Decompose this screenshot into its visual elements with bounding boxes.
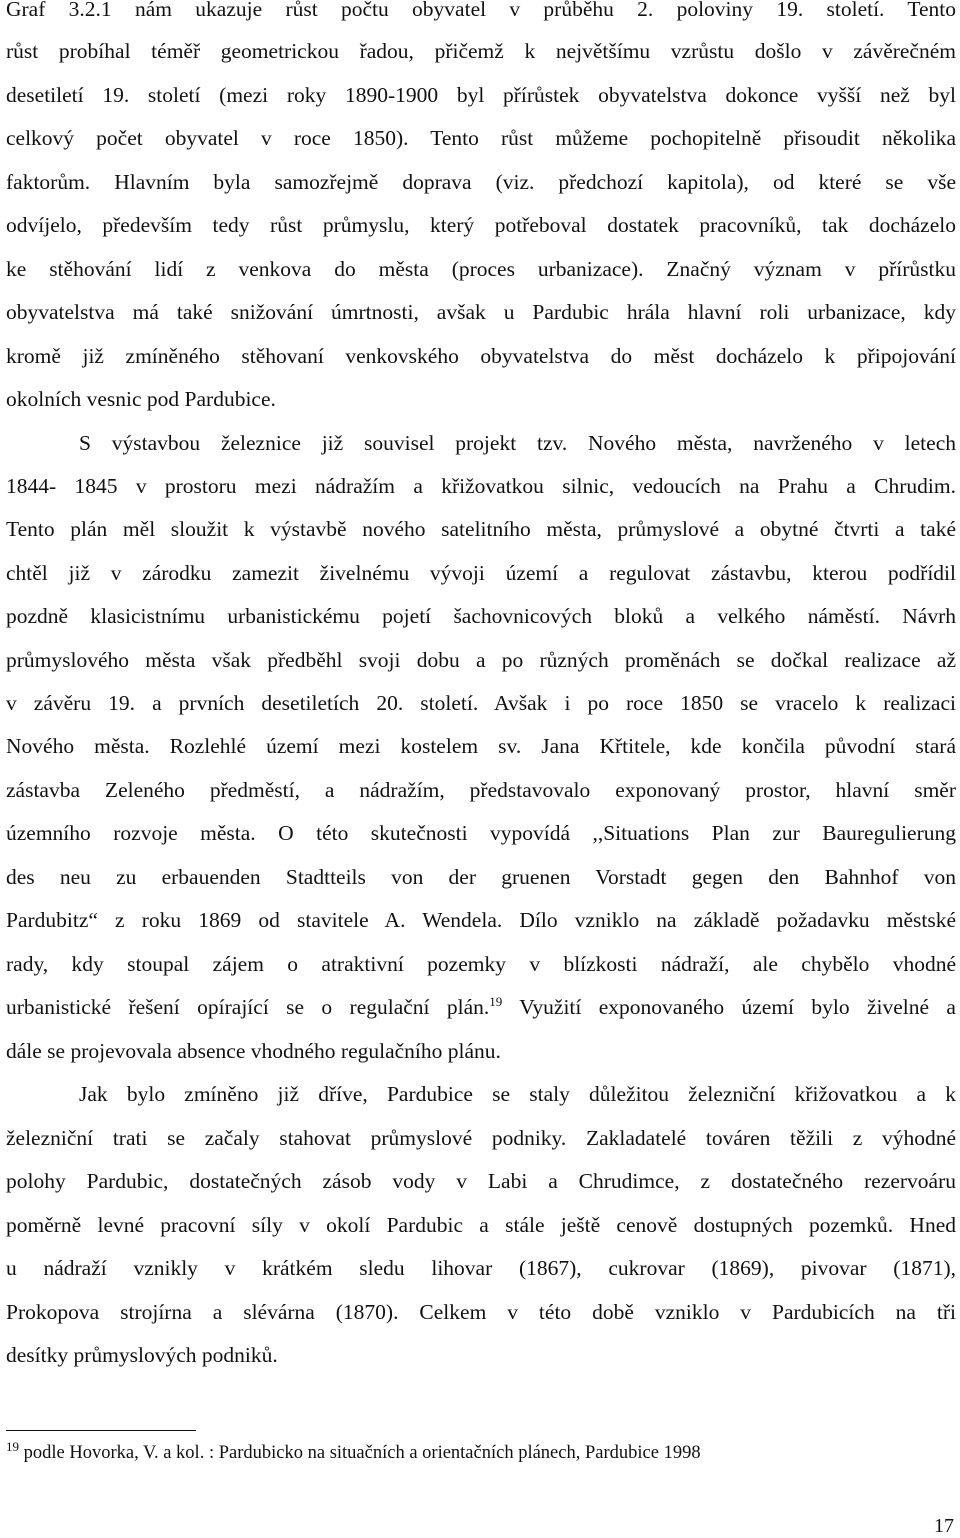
text-line: des neu zu erbauenden Stadtteils von der gruenen Vorstadt gegen den Bahnhof von (6, 865, 956, 889)
text-line: obyvatelstva má také snižování úmrtnosti, avšak u Pardubic hrála hlavní roli urbanizace, kdy (6, 300, 956, 324)
text-line: 1844- 1845 v prostoru mezi nádražím a křižovatkou silnic, vedoucích na Prahu a Chrudim. (6, 474, 956, 498)
text-line: kromě již zmíněného stěhovaní venkovského obyvatelstva do měst docházelo k připojování (6, 344, 956, 368)
text-line: ke stěhování lidí z venkova do města (proces urbanizace). Značný význam v přírůstku (6, 257, 956, 281)
text-line: desítky průmyslových podniků. (6, 1343, 278, 1367)
text-line: Pardubitz“ z roku 1869 od stavitele A. Wendela. Dílo vzniklo na základě požadavku městské (6, 908, 956, 932)
text-line: Nového města. Rozlehlé území mezi kostelem sv. Jana Křtitele, kde končila původní stará (6, 734, 956, 758)
text-line: u nádraží vznikly v krátkém sledu lihovar (1867), cukrovar (1869), pivovar (1871), (6, 1256, 956, 1280)
text-line: průmyslového města však předběhl svoji dobu a po různých proměnách se dočkal realizace až (6, 648, 956, 672)
text-line: desetiletí 19. století (mezi roky 1890-1900 byl přírůstek obyvatelstva dokonce vyšší než byl (6, 83, 956, 107)
text-line: zástavba Zeleného předměstí, a nádražím, představovalo exponovaný prostor, hlavní směr (6, 778, 956, 802)
text-line: rady, kdy stoupal zájem o atraktivní pozemky v blízkosti nádraží, ale chybělo vhodné (6, 952, 956, 976)
page-number: 17 (934, 1515, 954, 1537)
text-line: faktorům. Hlavním byla samozřejmě doprava (viz. předchozí kapitola), od které se vše (6, 170, 956, 194)
footnote-reference[interactable]: 19 (489, 993, 503, 1009)
paragraph-first-line: S výstavbou železnice již souvisel projekt tzv. Nového města, navrženého v letech (79, 431, 956, 455)
text-line: železniční trati se začaly stahovat průmyslové podniky. Zakladatelé továren těžili z výhodné (6, 1126, 956, 1150)
text-line: polohy Pardubic, dostatečných zásob vody v Labi a Chrudimce, z dostatečného rezervoáru (6, 1169, 956, 1193)
text-line: celkový počet obyvatel v roce 1850). Tento růst můžeme pochopitelně přisoudit několika (6, 126, 956, 150)
paragraph-first-line: Jak bylo zmíněno již dříve, Pardubice se staly důležitou železniční křižovatkou a k (79, 1082, 956, 1106)
footnote-separator (6, 1430, 196, 1431)
text-line-with-footnote (6, 994, 956, 1020)
text-line: pozdně klasicistnímu urbanistickému pojetí šachovnicových bloků a velkého náměstí. Návrh (6, 604, 956, 628)
text-line: územního rozvoje města. O této skutečnosti vypovídá ,,Situations Plan zur Bauregulierung (6, 821, 956, 845)
text-line: Prokopova strojírna a slévárna (1870). Celkem v této době vzniklo v Pardubicích na tři (6, 1300, 956, 1324)
text-line: dále se projevovala absence vhodného regulačního plánu. (6, 1039, 501, 1063)
text-line: okolních vesnic pod Pardubice. (6, 387, 276, 411)
text-line: v závěru 19. a prvních desetiletích 20. století. Avšak i po roce 1850 se vracelo k realizaci (6, 691, 956, 715)
footnote-text: podle Hovorka, V. a kol. : Pardubicko na situačních a orientačních plánech, Pardubice 1998 (19, 1443, 701, 1463)
text-segment: Využití exponovaného území bylo živelné a (502, 995, 956, 1019)
text-line: chtěl již v zárodku zamezit živelnému vývoji území a regulovat zástavbu, kterou podřídil (6, 561, 956, 585)
text-line: Tento plán měl sloužit k výstavbě nového satelitního města, průmyslové a obytné čtvrti a také (6, 517, 956, 541)
footnote (6, 1438, 701, 1465)
footnote-number: 19 (6, 1438, 19, 1454)
text-line: odvíjelo, především tedy růst průmyslu, který potřeboval dostatek pracovníků, tak docházelo (6, 213, 956, 237)
text-line: růst probíhal téměř geometrickou řadou, přičemž k největšímu vzrůstu došlo v závěrečném (6, 39, 956, 63)
text-line: Graf 3.2.1 nám ukazuje růst počtu obyvatel v průběhu 2. poloviny 19. století. Tento (6, 0, 956, 21)
text-segment: urbanistické řešení opírající se o regulační plán. (6, 995, 490, 1019)
text-line: poměrně levné pracovní síly v okolí Pardubic a stále ještě cenově dostupných pozemků. Hned (6, 1213, 956, 1237)
